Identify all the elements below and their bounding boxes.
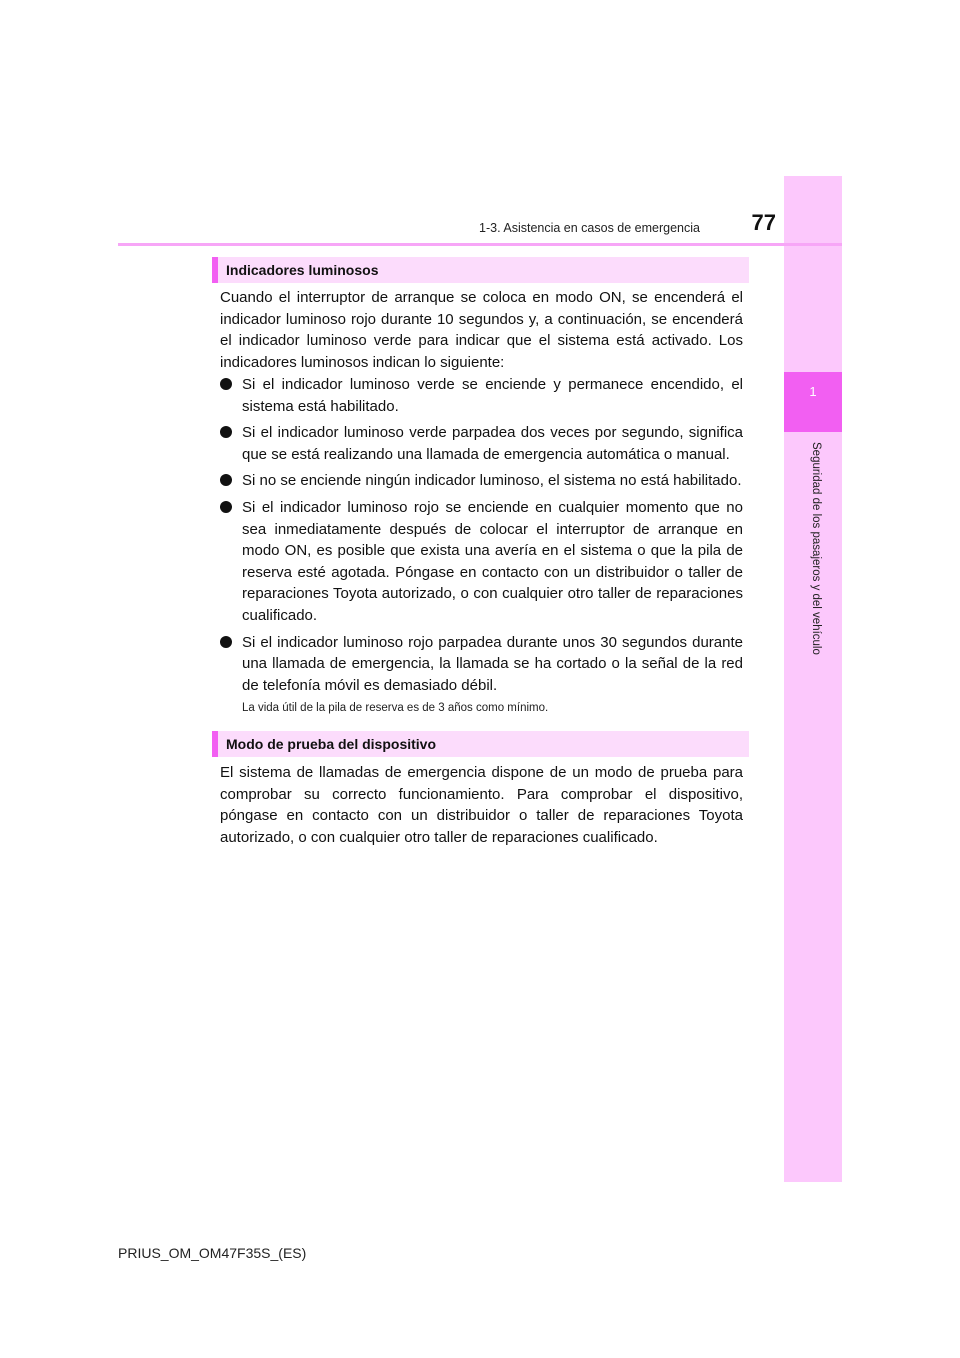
page-number: 77 [751, 210, 776, 235]
bullet-icon [220, 474, 232, 486]
intro-paragraph: Cuando el interruptor de arranque se coloca en modo ON, se encenderá el indicador luminoso rojo durante 10 segundos y, a continuación, se encenderá el indicador luminoso verde para indicar que el sistema está activado. Los indicadores luminosos indican lo siguiente: [220, 289, 743, 371]
list-item-text: Si no se enciende ningún indicador luminoso, el sistema no está habilitado. [242, 472, 742, 490]
document-code: PRIUS_OM_OM47F35S_(ES) [118, 1245, 307, 1261]
bullet-icon [220, 378, 232, 390]
list-item [220, 374, 743, 417]
list-item [220, 632, 743, 697]
section-heading-modo-prueba [212, 731, 749, 757]
battery-life-note: La vida útil de la pila de reserva es de 3 años como mínimo. [242, 702, 549, 714]
chapter-number: 1 [809, 384, 817, 399]
section-heading-indicadores [212, 257, 749, 283]
bullet-icon [220, 636, 232, 648]
test-mode-paragraph: El sistema de llamadas de emergencia dispone de un modo de prueba para comprobar su correcto funcionamiento. Para comprobar el dispositivo, póngase en contacto con un distribuidor o taller de reparaciones Toyota autorizado, o con cualquier otro taller de reparaciones cualificado. [220, 764, 743, 846]
header-rule [118, 243, 842, 246]
list-item [220, 497, 743, 627]
bullet-icon [220, 426, 232, 438]
chapter-title: Seguridad de los pasajeros y del vehículo [810, 442, 822, 655]
list-item [220, 422, 743, 465]
list-item-text: Si el indicador luminoso verde se enciende y permanece encendido, el sistema está habilitado. [242, 376, 743, 415]
list-item-text: Si el indicador luminoso rojo parpadea durante unos 30 segundos durante una llamada de emergencia, la llamada se ha cortado o la señal de la red de telefonía móvil es demasiado débil. [242, 633, 743, 694]
list-item [220, 470, 743, 492]
bullet-icon [220, 501, 232, 513]
heading-accent [212, 257, 218, 283]
list-item-text: Si el indicador luminoso verde parpadea dos veces por segundo, significa que se está realizando una llamada de emergencia automática o manual. [242, 424, 743, 463]
list-item-text: Si el indicador luminoso rojo se enciende en cualquier momento que no sea inmediatamente después de colocar el interruptor de arranque en modo ON, es posible que exista una avería en el sistema o que la pila de reserva esté agotada. Póngase en contacto con un distribuidor o taller de reparaciones Toyota autorizado, o con cualquier otro taller de reparaciones cualificado. [242, 498, 743, 624]
side-tab-chapter-marker [784, 372, 842, 432]
indicator-bullet-list [220, 374, 743, 701]
section-heading-label: Indicadores luminosos [226, 262, 379, 278]
header-section-title: 1-3. Asistencia en casos de emergencia [479, 221, 700, 235]
section-heading-label: Modo de prueba del dispositivo [226, 736, 437, 752]
heading-accent [212, 731, 218, 757]
